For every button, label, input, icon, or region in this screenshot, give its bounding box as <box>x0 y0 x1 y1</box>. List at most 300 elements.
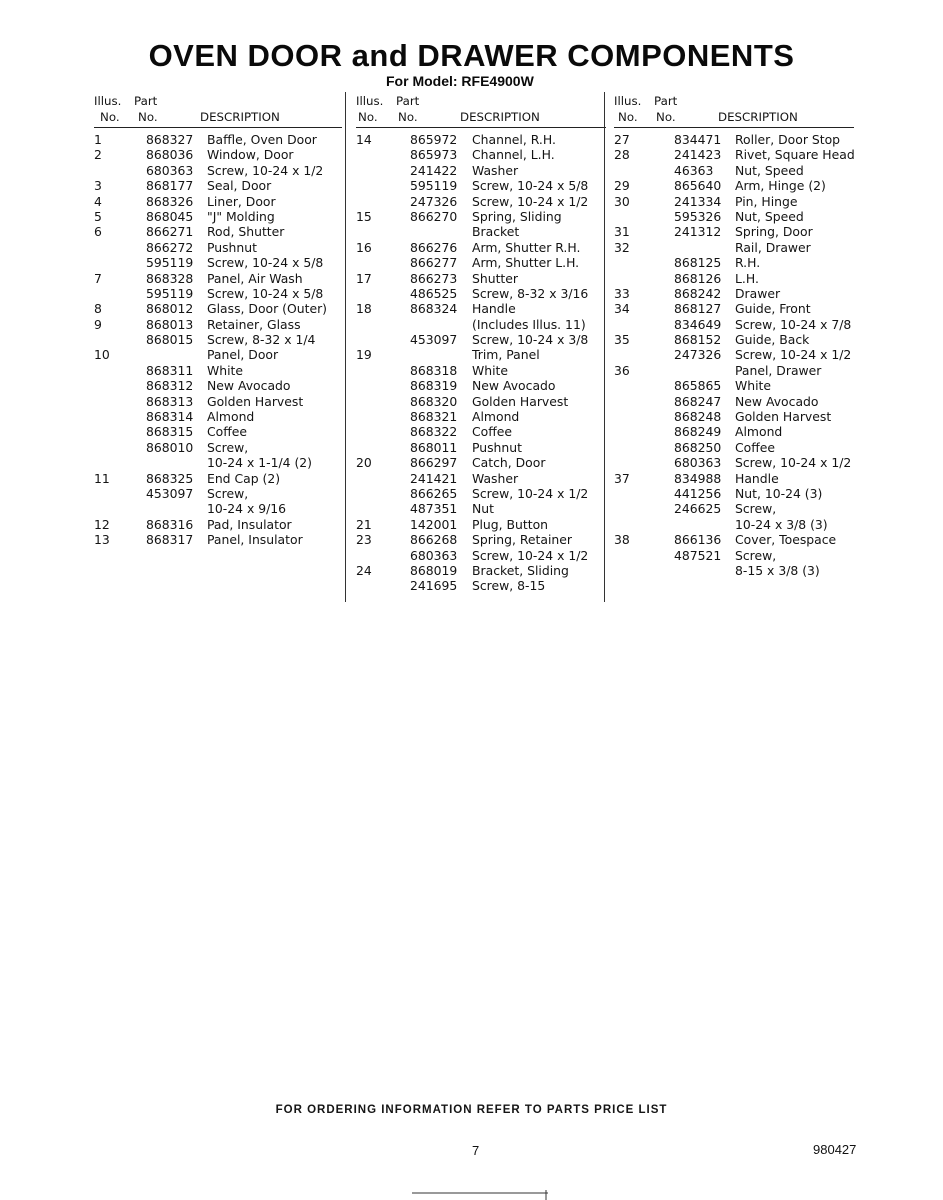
part-number: 834988 <box>674 470 722 486</box>
illus-number: 15 <box>356 208 372 224</box>
part-number: 595326 <box>674 208 722 224</box>
illus-number: 37 <box>614 470 630 486</box>
illus-number: 5 <box>94 208 102 224</box>
part-number: 868322 <box>410 424 458 440</box>
part-description: New Avocado <box>472 378 556 394</box>
part-number: 865972 <box>410 132 458 147</box>
part-description: Almond <box>472 409 520 425</box>
part-row <box>614 548 854 563</box>
part-number: 866268 <box>410 532 458 548</box>
part-row <box>356 424 606 439</box>
part-description: Spring, Retainer <box>472 532 573 548</box>
part-row <box>356 147 606 162</box>
part-number: 866273 <box>410 270 458 286</box>
part-number: 866136 <box>674 532 722 548</box>
illus-number: 38 <box>614 532 630 548</box>
illus-number: 34 <box>614 301 630 317</box>
part-row <box>614 209 854 224</box>
part-description: Screw, 10-24 x 3/8 <box>472 332 589 348</box>
part-row <box>614 347 854 362</box>
part-description: Shutter <box>472 270 519 286</box>
part-row <box>356 301 606 316</box>
part-description: Screw, 10-24 x 5/8 <box>207 255 324 271</box>
model-subtitle: For Model: RFE4900W <box>386 73 534 89</box>
part-description: Pushnut <box>207 239 257 255</box>
part-row <box>614 332 854 347</box>
part-number: 453097 <box>146 485 194 501</box>
illus-number: 7 <box>94 270 102 286</box>
part-description: Window, Door <box>207 147 294 163</box>
illus-number: 6 <box>94 224 102 240</box>
no-header-label: No. <box>100 110 120 124</box>
description-header-label: DESCRIPTION <box>460 110 540 124</box>
illus-number: 30 <box>614 193 630 209</box>
part-description: 10-24 x 9/16 <box>207 501 287 517</box>
part-description: Screw, 10-24 x 5/8 <box>472 178 589 194</box>
part-description: Screw, <box>735 547 777 563</box>
part-number: 595119 <box>146 255 194 271</box>
part-description: Rivet, Square Head <box>735 147 855 163</box>
part-description: Nut, Speed <box>735 162 804 178</box>
part-number: 866271 <box>146 224 194 240</box>
part-number: 868247 <box>674 393 722 409</box>
part-number: 486525 <box>410 285 458 301</box>
illus-number: 33 <box>614 285 630 301</box>
part-description: Nut <box>472 501 494 517</box>
part-number: 868152 <box>674 332 722 348</box>
part-row <box>356 347 606 362</box>
part-row <box>356 409 606 424</box>
illus-number: 16 <box>356 239 372 255</box>
part-row <box>356 224 606 239</box>
part-row <box>94 301 342 316</box>
part-description: Nut, 10-24 (3) <box>735 485 823 501</box>
part-row <box>356 163 606 178</box>
part-row <box>94 147 342 162</box>
part-description: Spring, Door <box>735 224 813 240</box>
part-number: 866265 <box>410 485 458 501</box>
illus-number: 35 <box>614 332 630 348</box>
part-row <box>356 532 606 547</box>
part-description: Arm, Shutter R.H. <box>472 239 581 255</box>
part-number: 868320 <box>410 393 458 409</box>
part-number: 487521 <box>674 547 722 563</box>
part-description: Arm, Shutter L.H. <box>472 255 580 271</box>
document-code: 980427 <box>813 1142 857 1157</box>
part-row <box>94 332 342 347</box>
parts-rows <box>94 132 342 548</box>
part-header-label: Part <box>396 94 420 108</box>
column-header <box>356 94 606 128</box>
part-number: 868318 <box>410 362 458 378</box>
part-row <box>356 332 606 347</box>
part-row <box>614 471 854 486</box>
illus-number: 21 <box>356 516 372 532</box>
part-number: 866270 <box>410 208 458 224</box>
part-description: Screw, 10-24 x 5/8 <box>207 285 324 301</box>
part-number: 247326 <box>674 347 722 363</box>
part-row <box>356 486 606 501</box>
part-row <box>356 286 606 301</box>
part-row <box>614 424 854 439</box>
part-number: 865973 <box>410 147 458 163</box>
part-row <box>94 286 342 301</box>
part-row <box>94 471 342 486</box>
part-description: Golden Harvest <box>735 409 832 425</box>
ordering-note: FOR ORDERING INFORMATION REFER TO PARTS PRICE LIST <box>275 1104 668 1116</box>
part-description: White <box>207 362 244 378</box>
illus-number: 4 <box>94 193 102 209</box>
part-row <box>614 517 854 532</box>
part-row <box>356 471 606 486</box>
illus-number: 19 <box>356 347 372 363</box>
part-no-header-label: No. <box>398 110 418 124</box>
part-description: Panel, Door <box>207 347 279 363</box>
part-row <box>94 240 342 255</box>
part-row <box>614 563 854 578</box>
page-number: 7 <box>472 1143 480 1158</box>
part-row <box>94 255 342 270</box>
part-number: 866276 <box>410 239 458 255</box>
part-row <box>94 455 342 470</box>
illus-number: 27 <box>614 132 630 147</box>
illus-number: 18 <box>356 301 372 317</box>
part-row <box>94 194 342 209</box>
part-number: 866297 <box>410 455 458 471</box>
part-number: 680363 <box>674 455 722 471</box>
page-title: OVEN DOOR and DRAWER COMPONENTS <box>148 38 795 73</box>
part-number: 241421 <box>410 470 458 486</box>
part-description: Baffle, Oven Door <box>207 132 317 147</box>
part-description: Screw, 10-24 x 1/2 <box>735 455 852 471</box>
part-row <box>614 147 854 162</box>
part-row <box>94 394 342 409</box>
part-row <box>356 378 606 393</box>
part-row <box>614 240 854 255</box>
part-number: 487351 <box>410 501 458 517</box>
part-number: 868126 <box>674 270 722 286</box>
part-description: Screw, 10-24 x 7/8 <box>735 316 852 332</box>
part-row <box>94 409 342 424</box>
part-description: Pushnut <box>472 439 522 455</box>
part-number: 595119 <box>410 178 458 194</box>
part-description: Rod, Shutter <box>207 224 285 240</box>
part-row <box>94 209 342 224</box>
part-description: Spring, Sliding <box>472 208 562 224</box>
part-description: Screw, 8-32 x 3/16 <box>472 285 589 301</box>
part-description: L.H. <box>735 270 759 286</box>
part-row <box>94 132 342 147</box>
part-number: 241423 <box>674 147 722 163</box>
part-number: 865865 <box>674 378 722 394</box>
part-description: Bracket <box>472 224 520 240</box>
part-number: 868312 <box>146 378 194 394</box>
part-description: Handle <box>735 470 779 486</box>
part-description: Seal, Door <box>207 178 272 194</box>
part-number: 142001 <box>410 516 458 532</box>
part-number: 868314 <box>146 409 194 425</box>
part-description: Washer <box>472 162 519 178</box>
part-no-header-label: No. <box>138 110 158 124</box>
part-row <box>94 517 342 532</box>
part-description: Liner, Door <box>207 193 276 209</box>
part-row <box>614 301 854 316</box>
part-description: Screw, 10-24 x 1/2 <box>472 547 589 563</box>
part-description: Roller, Door Stop <box>735 132 841 147</box>
part-number: 241334 <box>674 193 722 209</box>
part-number: 868045 <box>146 208 194 224</box>
part-row <box>94 424 342 439</box>
header-rule <box>356 127 606 128</box>
part-number: 868327 <box>146 132 194 147</box>
part-number: 868177 <box>146 178 194 194</box>
part-description: Screw, <box>207 439 249 455</box>
part-description: (Includes Illus. 11) <box>472 316 586 332</box>
part-description: Retainer, Glass <box>207 316 301 332</box>
part-number: 868011 <box>410 439 458 455</box>
part-row <box>94 347 342 362</box>
column-header <box>94 94 342 128</box>
part-row <box>356 578 606 593</box>
part-row <box>356 548 606 563</box>
illus-number: 31 <box>614 224 630 240</box>
part-description: Pin, Hinge <box>735 193 798 209</box>
part-row <box>614 394 854 409</box>
illus-number: 2 <box>94 147 102 163</box>
part-description: Panel, Air Wash <box>207 270 303 286</box>
illus-number: 3 <box>94 178 102 194</box>
part-row <box>356 255 606 270</box>
part-row <box>356 209 606 224</box>
part-number: 868125 <box>674 255 722 271</box>
part-number: 868326 <box>146 193 194 209</box>
part-number: 866277 <box>410 255 458 271</box>
part-number: 868319 <box>410 378 458 394</box>
bottom-edge-mark <box>408 1190 548 1200</box>
column-header <box>614 94 854 128</box>
part-number: 865640 <box>674 178 722 194</box>
parts-column-3 <box>614 94 854 578</box>
illus-number: 14 <box>356 132 372 147</box>
part-description: Screw, <box>207 485 249 501</box>
part-row <box>94 163 342 178</box>
part-row <box>356 271 606 286</box>
part-number: 46363 <box>674 162 714 178</box>
part-row <box>614 363 854 378</box>
part-row <box>94 178 342 193</box>
part-row <box>94 363 342 378</box>
illus-header-label: Illus. <box>614 94 642 108</box>
parts-rows <box>356 132 606 594</box>
part-row <box>614 455 854 470</box>
part-number: 868127 <box>674 301 722 317</box>
header-rule <box>94 127 342 128</box>
part-description: Washer <box>472 470 519 486</box>
part-row <box>94 224 342 239</box>
part-row <box>94 378 342 393</box>
column-divider-2 <box>604 92 605 602</box>
part-number: 868248 <box>674 409 722 425</box>
part-row <box>614 532 854 547</box>
part-number: 868013 <box>146 316 194 332</box>
part-row <box>614 194 854 209</box>
part-number: 868321 <box>410 409 458 425</box>
illus-number: 29 <box>614 178 630 194</box>
illus-header-label: Illus. <box>94 94 122 108</box>
part-row <box>614 271 854 286</box>
part-description: Channel, R.H. <box>472 132 556 147</box>
part-row <box>94 317 342 332</box>
illus-number: 32 <box>614 239 630 255</box>
illus-number: 28 <box>614 147 630 163</box>
part-row <box>356 455 606 470</box>
part-row <box>356 132 606 147</box>
part-description: Screw, <box>735 501 777 517</box>
part-description: Screw, 10-24 x 1/2 <box>472 193 589 209</box>
part-description: Screw, 10-24 x 1/2 <box>472 485 589 501</box>
illus-number: 1 <box>94 132 102 147</box>
part-description: Panel, Insulator <box>207 532 303 548</box>
illus-number: 17 <box>356 270 372 286</box>
part-description: White <box>735 378 772 394</box>
part-header-label: Part <box>134 94 158 108</box>
part-description: Guide, Back <box>735 332 810 348</box>
parts-rows <box>614 132 854 578</box>
part-description: Nut, Speed <box>735 208 804 224</box>
part-description: Golden Harvest <box>207 393 304 409</box>
part-number: 868311 <box>146 362 194 378</box>
description-header-label: DESCRIPTION <box>200 110 280 124</box>
illus-number: 12 <box>94 516 110 532</box>
part-number: 868324 <box>410 301 458 317</box>
part-description: 8-15 x 3/8 (3) <box>735 562 820 578</box>
part-no-header-label: No. <box>656 110 676 124</box>
part-description: Screw, 10-24 x 1/2 <box>735 347 852 363</box>
part-number: 868325 <box>146 470 194 486</box>
part-description: New Avocado <box>207 378 291 394</box>
part-description: Pad, Insulator <box>207 516 292 532</box>
part-description: Coffee <box>735 439 776 455</box>
illus-number: 36 <box>614 362 630 378</box>
part-description: Coffee <box>472 424 513 440</box>
part-number: 247326 <box>410 193 458 209</box>
part-description: Bracket, Sliding <box>472 562 569 578</box>
part-row <box>614 224 854 239</box>
part-number: 868019 <box>410 562 458 578</box>
part-row <box>614 501 854 516</box>
illus-number: 24 <box>356 562 372 578</box>
part-description: White <box>472 362 509 378</box>
illus-number: 8 <box>94 301 102 317</box>
part-row <box>94 271 342 286</box>
part-row <box>94 532 342 547</box>
part-number: 246625 <box>674 501 722 517</box>
part-description: Catch, Door <box>472 455 546 471</box>
part-number: 441256 <box>674 485 722 501</box>
illus-number: 23 <box>356 532 372 548</box>
parts-column-1 <box>94 94 342 548</box>
part-number: 834471 <box>674 132 722 147</box>
part-row <box>614 163 854 178</box>
part-description: Guide, Front <box>735 301 811 317</box>
part-description: Cover, Toespace <box>735 532 837 548</box>
part-row <box>356 240 606 255</box>
part-row <box>614 255 854 270</box>
part-description: Coffee <box>207 424 248 440</box>
part-row <box>356 501 606 516</box>
part-description: Rail, Drawer <box>735 239 811 255</box>
description-header-label: DESCRIPTION <box>718 110 798 124</box>
part-number: 868328 <box>146 270 194 286</box>
part-number: 868249 <box>674 424 722 440</box>
part-number: 868015 <box>146 332 194 348</box>
part-number: 868250 <box>674 439 722 455</box>
part-number: 866272 <box>146 239 194 255</box>
part-description: Drawer <box>735 285 781 301</box>
part-number: 680363 <box>410 547 458 563</box>
no-header-label: No. <box>618 110 638 124</box>
part-row <box>356 563 606 578</box>
illus-number: 20 <box>356 455 372 471</box>
part-description: New Avocado <box>735 393 819 409</box>
part-number: 868036 <box>146 147 194 163</box>
part-number: 834649 <box>674 316 722 332</box>
part-number: 241422 <box>410 162 458 178</box>
no-header-label: No. <box>358 110 378 124</box>
part-row <box>614 132 854 147</box>
illus-number: 13 <box>94 532 110 548</box>
part-row <box>94 486 342 501</box>
column-divider-1 <box>345 92 346 602</box>
part-row <box>356 317 606 332</box>
part-description: Almond <box>735 424 783 440</box>
part-row <box>614 440 854 455</box>
part-number: 868242 <box>674 285 722 301</box>
part-number: 868010 <box>146 439 194 455</box>
part-description: 10-24 x 1-1/4 (2) <box>207 455 312 471</box>
part-description: Plug, Button <box>472 516 549 532</box>
part-description: Handle <box>472 301 516 317</box>
part-description: End Cap (2) <box>207 470 281 486</box>
part-description: Screw, 8-32 x 1/4 <box>207 332 316 348</box>
part-row <box>614 178 854 193</box>
part-row <box>614 409 854 424</box>
part-description: Screw, 8-15 <box>472 578 546 594</box>
illus-number: 11 <box>94 470 110 486</box>
part-row <box>614 286 854 301</box>
part-description: Glass, Door (Outer) <box>207 301 328 317</box>
part-row <box>356 517 606 532</box>
part-row <box>356 394 606 409</box>
part-description: Trim, Panel <box>472 347 540 363</box>
part-number: 241695 <box>410 578 458 594</box>
part-number: 680363 <box>146 162 194 178</box>
part-number: 595119 <box>146 285 194 301</box>
part-number: 868316 <box>146 516 194 532</box>
part-description: Channel, L.H. <box>472 147 555 163</box>
part-row <box>614 378 854 393</box>
part-number: 453097 <box>410 332 458 348</box>
part-row <box>614 317 854 332</box>
part-row <box>356 178 606 193</box>
part-header-label: Part <box>654 94 678 108</box>
part-description: Arm, Hinge (2) <box>735 178 826 194</box>
illus-header-label: Illus. <box>356 94 384 108</box>
part-number: 868317 <box>146 532 194 548</box>
part-row <box>356 440 606 455</box>
part-description: Golden Harvest <box>472 393 569 409</box>
part-description: 10-24 x 3/8 (3) <box>735 516 828 532</box>
